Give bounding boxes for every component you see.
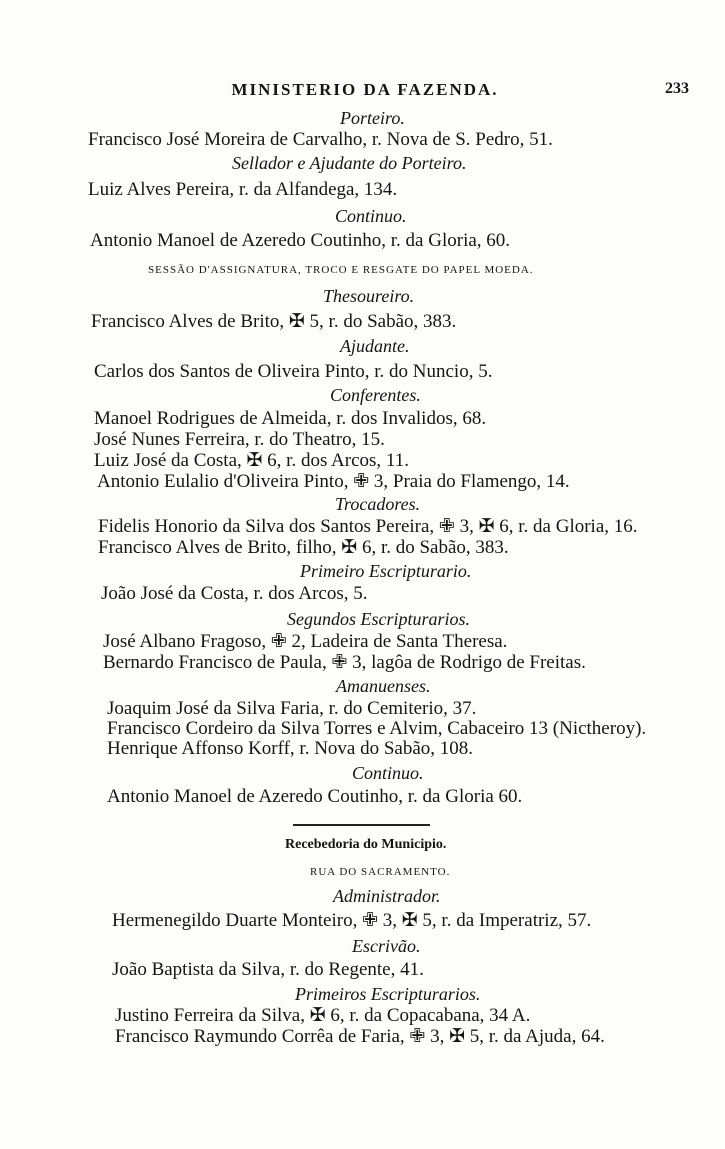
heading-trocadores: Trocadores.: [335, 494, 421, 514]
section-title: SESSÃO D'ASSIGNATURA, TROCO E RESGATE DO PAPEL MOEDA.: [148, 264, 534, 276]
heading-amanuenses: Amanuenses.: [336, 676, 431, 696]
heading-primeiros-escripturarios: Primeiros Escripturarios.: [295, 984, 481, 1004]
heading-ajudante: Ajudante.: [340, 336, 410, 356]
running-title: MINISTERIO DA FAZENDA.: [231, 80, 499, 99]
entry-line: Justino Ferreira da Silva, ✠ 6, r. da Copacabana, 34 A.: [115, 1005, 531, 1026]
entry-line: Antonio Manoel de Azeredo Coutinho, r. da Gloria 60.: [107, 786, 523, 807]
entry-line: João José da Costa, r. dos Arcos, 5.: [101, 583, 368, 604]
entry-line: Henrique Affonso Korff, r. Nova do Sabão, 108.: [107, 738, 474, 759]
heading-continuo: Continuo.: [335, 206, 407, 226]
entry-line: Francisco Cordeiro da Silva Torres e Alvim, Cabaceiro 13 (Nictheroy).: [107, 718, 647, 739]
entry-line: José Nunes Ferreira, r. do Theatro, 15.: [94, 429, 385, 450]
recebedoria-title: Recebedoria do Municipio.: [285, 837, 447, 852]
entry-line: José Albano Fragoso, ✙ 2, Ladeira de Santa Theresa.: [103, 631, 508, 652]
heading-continuo-2: Continuo.: [352, 763, 424, 783]
heading-porteiro: Porteiro.: [340, 108, 405, 128]
heading-conferentes: Conferentes.: [330, 385, 421, 405]
entry-line: Manoel Rodrigues de Almeida, r. dos Invalidos, 68.: [94, 408, 487, 429]
entry-line: Antonio Manoel de Azeredo Coutinho, r. da Gloria, 60.: [90, 230, 511, 251]
entry-line: Joaquim José da Silva Faria, r. do Cemiterio, 37.: [107, 698, 477, 719]
entry-line: Francisco Alves de Brito, ✠ 5, r. do Sabão, 383.: [91, 311, 457, 332]
heading-primeiro-escripturario: Primeiro Escripturario.: [300, 561, 472, 581]
heading-sellador: Sellador e Ajudante do Porteiro.: [232, 153, 467, 173]
heading-escrivao: Escrivão.: [352, 936, 421, 956]
entry-line: Antonio Eulalio d'Oliveira Pinto, ✙ 3, Praia do Flamengo, 14.: [97, 471, 570, 492]
entry-line: Fidelis Honorio da Silva dos Santos Pereira, ✙ 3, ✠ 6, r. da Gloria, 16.: [98, 516, 638, 537]
page-number: 233: [665, 80, 689, 97]
entry-line: Hermenegildo Duarte Monteiro, ✙ 3, ✠ 5, r. da Imperatriz, 57.: [112, 910, 592, 931]
entry-line: Luiz Alves Pereira, r. da Alfandega, 134.: [88, 179, 398, 200]
heading-administrador: Administrador.: [333, 886, 441, 906]
entry-line: Luiz José da Costa, ✠ 6, r. dos Arcos, 11.: [94, 450, 409, 471]
entry-line: Carlos dos Santos de Oliveira Pinto, r. do Nuncio, 5.: [94, 361, 493, 382]
entry-line: Francisco Alves de Brito, filho, ✠ 6, r. do Sabão, 383.: [98, 537, 509, 558]
heading-segundos-escripturarios: Segundos Escripturarios.: [287, 609, 471, 629]
heading-thesoureiro: Thesoureiro.: [323, 286, 415, 306]
section-title: RUA DO SACRAMENTO.: [310, 866, 451, 878]
page-header: [0, 80, 725, 104]
entry-line: Francisco Raymundo Corrêa de Faria, ✙ 3, ✠ 5, r. da Ajuda, 64.: [115, 1026, 605, 1047]
entry-line: Bernardo Francisco de Paula, ✙ 3, lagôa de Rodrigo de Freitas.: [103, 652, 586, 673]
section-divider: [293, 824, 430, 826]
entry-line: Francisco José Moreira de Carvalho, r. Nova de S. Pedro, 51.: [88, 129, 553, 150]
entry-line: João Baptista da Silva, r. do Regente, 41.: [112, 959, 424, 980]
